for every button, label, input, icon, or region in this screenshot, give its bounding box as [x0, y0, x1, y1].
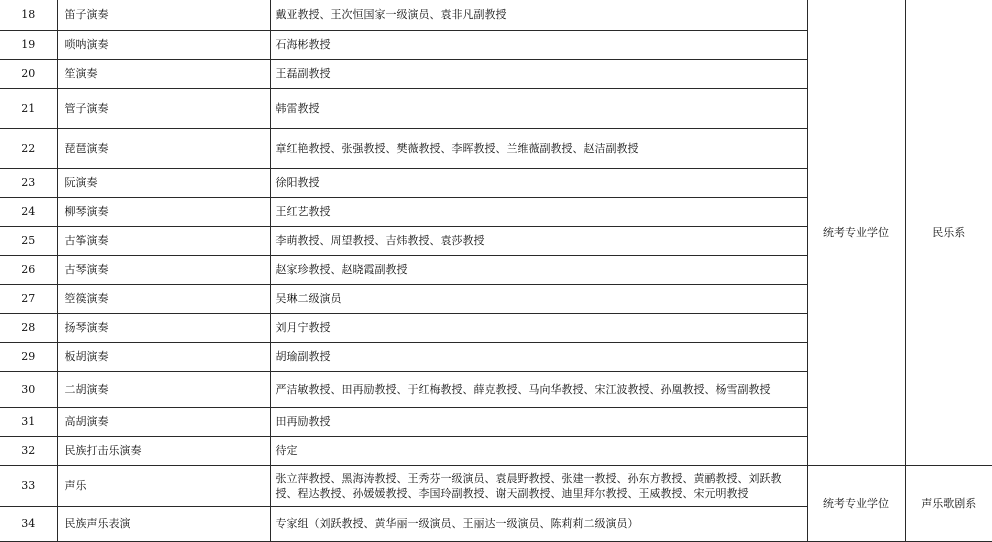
teacher-list: 刘月宁教授: [270, 313, 807, 342]
major-name: 古琴演奏: [57, 255, 270, 284]
major-name: 笙演奏: [57, 59, 270, 88]
row-number: 27: [0, 284, 57, 313]
row-number: 21: [0, 88, 57, 128]
teacher-list: 章红艳教授、张强教授、樊薇教授、李晖教授、兰维薇副教授、赵洁副教授: [270, 128, 807, 168]
teacher-list: 王红艺教授: [270, 197, 807, 226]
major-name: 二胡演奏: [57, 371, 270, 407]
major-name: 柳琴演奏: [57, 197, 270, 226]
row-number: 18: [0, 0, 57, 30]
major-name: 扬琴演奏: [57, 313, 270, 342]
major-name: 琵琶演奏: [57, 128, 270, 168]
table-row: [0, 465, 992, 506]
row-number: 25: [0, 226, 57, 255]
row-number: 31: [0, 407, 57, 436]
teacher-list: 赵家珍教授、赵晓霞副教授: [270, 255, 807, 284]
teacher-list: 吴琳二级演员: [270, 284, 807, 313]
teacher-list: 韩雷教授: [270, 88, 807, 128]
department-name: 声乐歌剧系: [905, 465, 992, 541]
teacher-list: 徐阳教授: [270, 168, 807, 197]
row-number: 29: [0, 342, 57, 371]
major-name: 古筝演奏: [57, 226, 270, 255]
row-number: 28: [0, 313, 57, 342]
row-number: 26: [0, 255, 57, 284]
teacher-list: 王磊副教授: [270, 59, 807, 88]
teacher-list: 李萌教授、周望教授、吉炜教授、袁莎教授: [270, 226, 807, 255]
teacher-list: 胡瑜副教授: [270, 342, 807, 371]
row-number: 22: [0, 128, 57, 168]
department-name: 民乐系: [905, 0, 992, 465]
teacher-list: 专家组（刘跃教授、黄华丽一级演员、王丽达一级演员、陈莉莉二级演员）: [270, 506, 807, 541]
major-name: 笛子演奏: [57, 0, 270, 30]
major-name: 板胡演奏: [57, 342, 270, 371]
teacher-list: 戴亚教授、王次恒国家一级演员、袁非凡副教授: [270, 0, 807, 30]
teacher-list: 田再励教授: [270, 407, 807, 436]
teacher-list: 石海彬教授: [270, 30, 807, 59]
teacher-list: 待定: [270, 436, 807, 465]
degree-category: 统考专业学位: [807, 465, 905, 541]
row-number: 30: [0, 371, 57, 407]
major-name: 声乐: [57, 465, 270, 506]
row-number: 32: [0, 436, 57, 465]
row-number: 33: [0, 465, 57, 506]
major-name: 箜篌演奏: [57, 284, 270, 313]
major-name: 阮演奏: [57, 168, 270, 197]
teacher-list: 严洁敏教授、田再励教授、于红梅教授、薛克教授、马向华教授、宋江波教授、孙凰教授、杨雪副教授: [270, 371, 807, 407]
teacher-list: 张立萍教授、黑海涛教授、王秀芬一级演员、袁晨野教授、张建一教授、孙东方教授、黄鹂教授、刘跃教授、程达教授、孙媛媛教授、李国玲副教授、谢天副教授、迪里拜尔教授、王威教授、宋元明教授: [270, 465, 807, 506]
major-name: 民族声乐表演: [57, 506, 270, 541]
major-name: 高胡演奏: [57, 407, 270, 436]
row-number: 24: [0, 197, 57, 226]
table-row: [0, 0, 992, 30]
major-name: 唢呐演奏: [57, 30, 270, 59]
row-number: 34: [0, 506, 57, 541]
row-number: 20: [0, 59, 57, 88]
row-number: 23: [0, 168, 57, 197]
major-name: 管子演奏: [57, 88, 270, 128]
row-number: 19: [0, 30, 57, 59]
degree-category: 统考专业学位: [807, 0, 905, 465]
major-name: 民族打击乐演奏: [57, 436, 270, 465]
